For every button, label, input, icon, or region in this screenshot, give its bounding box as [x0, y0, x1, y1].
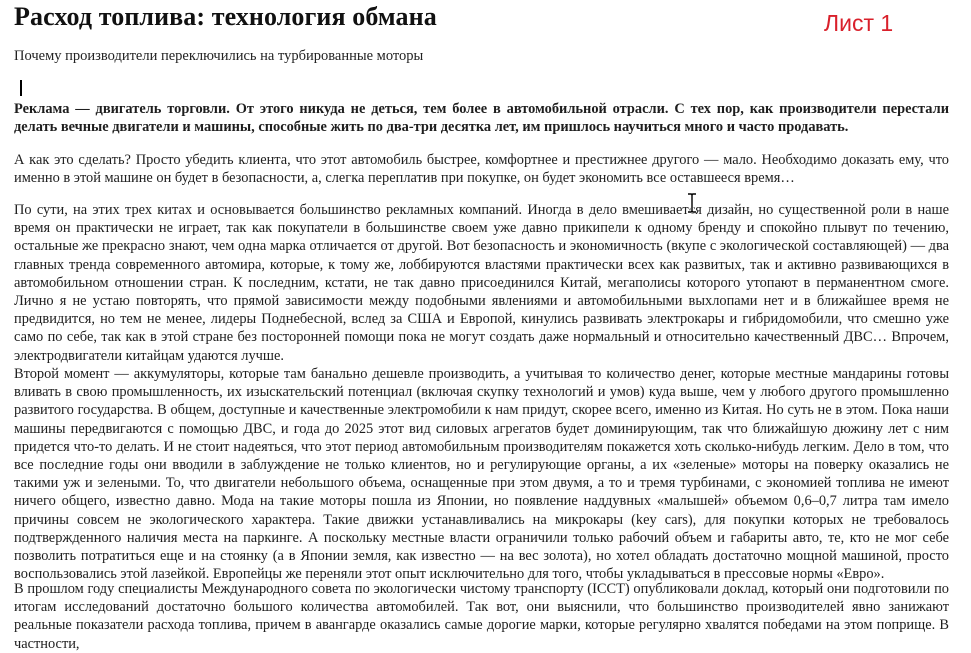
paragraph-lead[interactable]: Реклама — двигатель торговли. От этого никуда не деться, тем более в автомобильной отрасли. С тех пор, как производители перестали делать вечные двигатели и машины, способные жить по два-три десятка лет, им пришлось научиться много и часто продавать.: [14, 101, 949, 136]
document-page: [14, 0, 959, 652]
sheet-label: Лист 1: [824, 10, 894, 36]
i-beam-cursor-icon: [684, 192, 700, 214]
text-cursor: [20, 80, 22, 96]
document-title: Расход топлива: технология обмана: [14, 2, 437, 31]
document-subtitle: Почему производители переключились на турбированные моторы: [14, 48, 424, 64]
paragraph[interactable]: А как это сделать? Просто убедить клиента, что этот автомобиль быстрее, комфортнее и престижнее другого — мало. Необходимо доказать ему, что именно в этой машине он будет в безопасности, а, слегка переплатив при покупке, он будет экономить все оставшееся время…: [14, 152, 949, 187]
paragraph[interactable]: Второй момент — аккумуляторы, которые там банально дешевле производить, а учитывая то количество денег, которые местные мандарины готовы вливать в свою промышленность, их изыскательский потенциал (включая скупку технологий и умов) куда выше, чем у любого другого промышленно развитого государства. В общем, доступные и качественные электромобили к нам придут, скорее всего, именно из Китая. Но суть не в этом. Пока наши машины передвигаются с помощью ДВС, и года до 2025 этот вид силовых агрегатов будет доминирующим, так что ближайшую дюжину лет с ним придется что-то делать. И не стоит надеяться, что этот период автомобильным производителям покажется хоть сколько-нибудь легким. Дело в том, что все последние годы они вводили в заблуждение не только клиентов, но и регулирующие органы, а их «зеленые» моторы на поверку оказались не такими уж и зелеными. То, что двигатели небольшого объема, оснащенные при этом двумя, а то и тремя турбинами, с экономией топлива не имеют ничего общего, известно давно. Мода на такие моторы пошла из Японии, но появление наддувных «малышей» объемом 0,6–0,7 литра там имело причины совсем не экологического характера. Такие движки устанавливались на микрокары (key cars), для покупки которых не требовалось подтвержденного наличия места на паркинге. А поскольку местные власти ограничили только рабочий объем и габариты авто, те, кто не мог себе позволить потратиться еще и на стоянку (а в Японии земля, как известно — на вес золота), но хотел обладать достаточно мощной машиной, просто воспользовались этой лазейкой. Европейцы же переняли этот опыт исключительно для того, чтобы укладываться в прессовые нормы «Евро».: [14, 366, 949, 583]
paragraph[interactable]: По сути, на этих трех китах и основывается большинство рекламных компаний. Иногда в дело вмешивается дизайн, но существенной роли в наше время он практически не играет, так как покупатели в большинстве своем уже давно прикипели к одному бренду и спокойно плывут по течению, остальные же прекрасно знают, чем одна марка отличается от другой. Вот безопасность и экономичность (вкупе с экологической составляющей) — два главных тренда современного автомира, которые, к тому же, лоббируются властями практически всех как развитых, так и активно развивающихся в автомобильном отношении стран. К последним, кстати, не так давно присоединился Китай, мегаполисы которого утопают в перманентном смоге. Лично я не устаю повторять, что прямой зависимости между подобными явлениями и автомобильными выхлопами нет и в ближайшее время не предвидится, но тем не менее, лидеры Поднебесной, вслед за США и Европой, кинулись развивать электрокары и гибридомобили, что смешно уже само по себе, так как в этой стране без посторонней помощи пока не могут создать даже нормальный и относительно качественный ДВС… Впрочем, электродвигатели китайцам удаются лучше.: [14, 202, 949, 364]
paragraph[interactable]: В прошлом году специалисты Международного совета по экологически чистому транспорту (ICCT) опубликовали доклад, который они подготовили по итогам исследований достаточно большого количества автомобилей. Так вот, они выяснили, что большинство производителей явно занижают реальные показатели расхода топлива, причем в авангарде оказались самые дорогие марки, которые регулярно хвалятся победами на этом поприще. В частности,: [14, 581, 949, 652]
